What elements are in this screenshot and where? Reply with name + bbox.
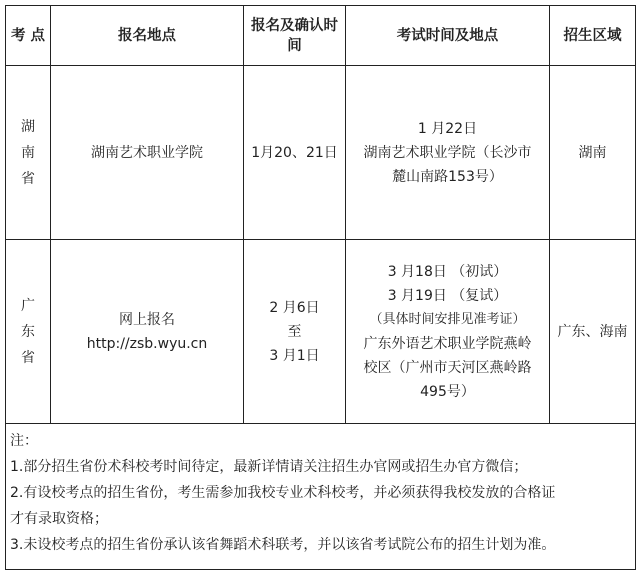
header-row xyxy=(6,6,636,66)
notes-cell xyxy=(6,424,636,570)
header-exam-time-place: 考试时间及地点 xyxy=(346,6,550,66)
note-item: 2.有设校考点的招生省份，考生需参加我校专业术科校考，并必须获得我校发放的合格证 xyxy=(10,485,556,501)
exam-line: 广东外语艺术职业学院燕岭 xyxy=(363,335,532,352)
exam-line: 校区（广州市天河区燕岭路 xyxy=(363,359,532,376)
header-registration-place: 报名地点 xyxy=(51,6,244,66)
notes-row xyxy=(6,424,636,570)
exam-line: 麓山南路153号） xyxy=(392,168,503,185)
exam-line: 3 月18日 （初试） xyxy=(387,263,508,280)
region-cell: 湖南 xyxy=(550,66,636,240)
exam-cell xyxy=(346,240,550,424)
region-cell: 广东、海南 xyxy=(550,240,636,424)
registration-place-cell xyxy=(51,240,244,424)
note-item: 3.未设校考点的招生省份承认该省舞蹈术科联考，并以该省考试院公布的招生计划为准。 xyxy=(10,537,556,553)
note-item: 1.部分招生省份术科校考时间待定，最新详情请关注招生办官网或招生办官方微信； xyxy=(10,459,528,475)
exam-cell xyxy=(346,66,550,240)
registration-time-cell: 1月20、21日 xyxy=(244,66,346,240)
time-line: 2 月6日 xyxy=(269,299,320,316)
site-cell xyxy=(6,66,51,240)
table-row xyxy=(6,240,636,424)
registration-place-cell: 湖南艺术职业学院 xyxy=(51,66,244,240)
notes-title: 注： xyxy=(10,433,38,449)
site-label: 广东省 xyxy=(21,297,35,366)
exam-line: 495号） xyxy=(420,383,475,400)
site-label: 湖南省 xyxy=(21,118,35,187)
registration-method: 网上报名 xyxy=(119,311,175,328)
exam-line: 湖南艺术职业学院（长沙市 xyxy=(363,144,532,161)
exam-line: 1 月22日 xyxy=(417,120,478,137)
registration-url[interactable]: http://zsb.wyu.cn xyxy=(86,335,208,352)
site-cell xyxy=(6,240,51,424)
table-row xyxy=(6,66,636,240)
header-registration-time: 报名及确认时间 xyxy=(244,6,346,66)
registration-time-cell xyxy=(244,240,346,424)
exam-line: （具体时间安排见准考证） xyxy=(369,311,526,327)
time-line: 3 月1日 xyxy=(269,347,320,364)
header-site: 考 点 xyxy=(6,6,51,66)
note-item: 才有录取资格； xyxy=(10,511,108,527)
time-line: 至 xyxy=(287,323,302,340)
enrollment-table xyxy=(5,5,636,570)
header-region: 招生区域 xyxy=(550,6,636,66)
exam-line: 3 月19日 （复试） xyxy=(387,287,508,304)
